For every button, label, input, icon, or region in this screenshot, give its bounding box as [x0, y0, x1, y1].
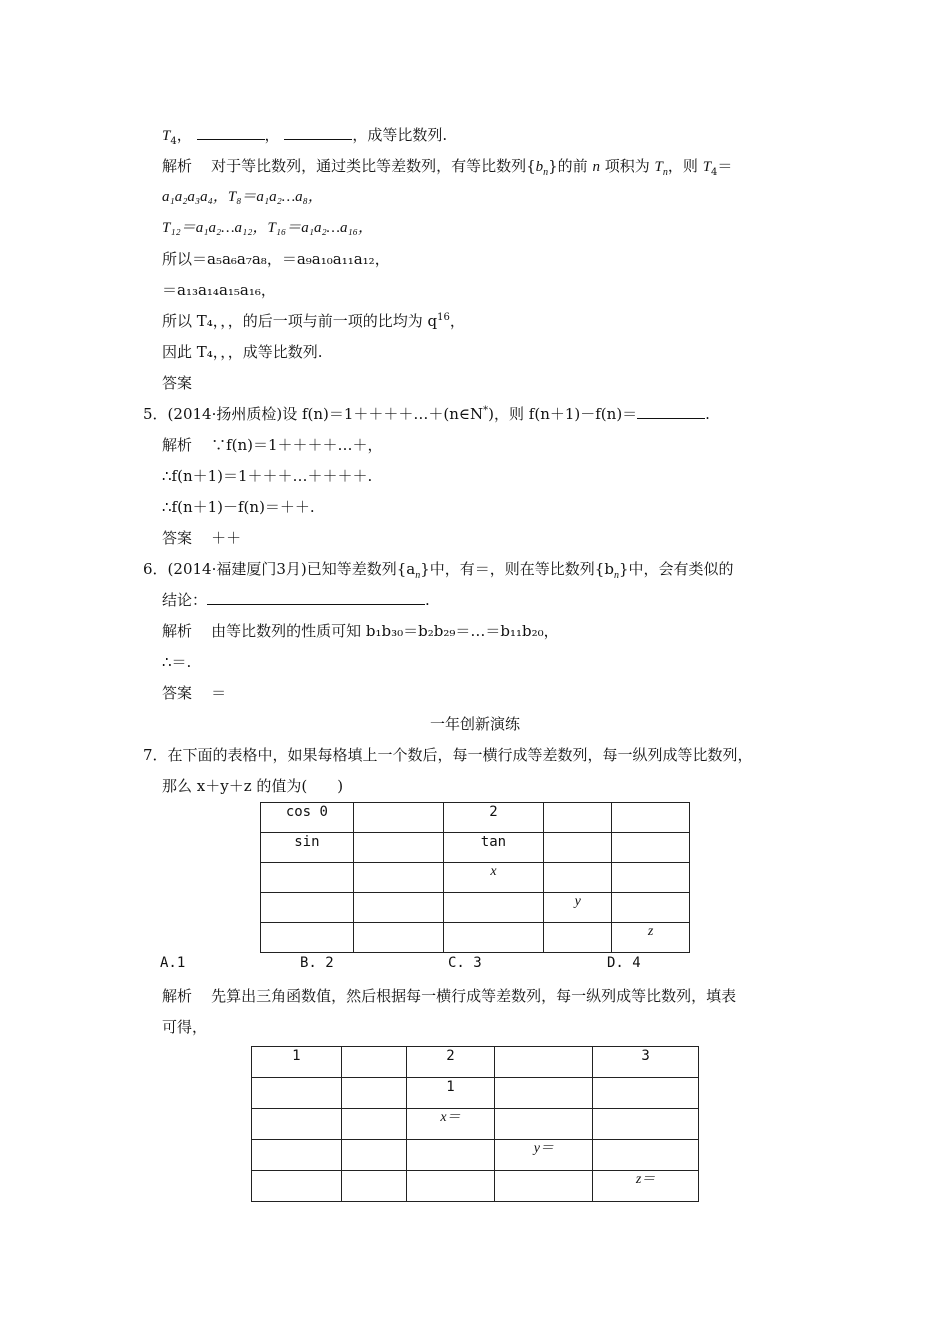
q5-line3: ∴f(n＋1)－f(n)＝＋＋.: [162, 498, 315, 516]
table-row: [261, 803, 690, 833]
q4-analysis: 解析 对于等比数列，通过类比等差数列，有等比数列$\{b_n\}$的前 n 项积为 $T_n$，则 $T_4=$: [162, 157, 733, 178]
table-cell: [261, 863, 354, 893]
q7-question-table: [260, 802, 690, 953]
table-row: [252, 1109, 699, 1140]
table-cell: 1: [252, 1047, 342, 1078]
table-cell: tan: [443, 833, 544, 863]
table-cell: [495, 1171, 593, 1202]
table-cell: x＝: [406, 1109, 495, 1140]
table-cell: [544, 863, 612, 893]
q7-analysis-line2: 可得，: [162, 1018, 208, 1036]
table-cell: [544, 803, 612, 833]
option-c[interactable]: C. 3: [448, 955, 482, 971]
q6-analysis: 解析 由等比数列的性质可知 b₁b₃₀＝b₂b₂₉＝…＝b₁₁b₂₀，: [162, 622, 559, 640]
table-cell: 3: [593, 1047, 699, 1078]
q7-options: [160, 955, 720, 975]
q7-analysis: 解析 先算出三角函数值，然后根据每一横行成等差数列，每一纵列成等比数列，填表: [162, 987, 737, 1005]
table-cell: [341, 1078, 406, 1109]
table-cell: z＝: [593, 1171, 699, 1202]
table-row: [252, 1140, 699, 1171]
answer-blank-1[interactable]: [197, 125, 265, 140]
table-cell: [353, 863, 443, 893]
section-title: 一年创新演练: [429, 715, 520, 733]
q6-line3: ∴＝.: [162, 653, 192, 671]
q4-line3: T₁₂＝a₁a₂…a₁₂，T₁₆＝a₁a₂…a₁₆，: [162, 220, 373, 236]
table-cell: [252, 1109, 342, 1140]
table-cell: sin: [261, 833, 354, 863]
table-cell: [443, 923, 544, 953]
q7-stem: 7．在下面的表格中，如果每格填上一个数后，每一横行成等差数列，每一纵列成等比数列，: [143, 746, 753, 764]
table-cell: [593, 1109, 699, 1140]
q4-blanks-line: $T_4$， ， ，成等比数列.: [162, 126, 448, 147]
table-row: [252, 1078, 699, 1109]
table-cell: [353, 833, 443, 863]
table-cell: y: [544, 893, 612, 923]
table-row: [261, 863, 690, 893]
table-cell: z: [612, 923, 690, 953]
table-cell: [252, 1140, 342, 1171]
table-cell: [406, 1171, 495, 1202]
table-cell: [406, 1140, 495, 1171]
option-a[interactable]: A.1: [160, 955, 186, 971]
option-d[interactable]: D. 4: [607, 955, 641, 971]
q5-analysis: 解析 ∵f(n)＝1＋＋＋＋…＋，: [162, 436, 383, 454]
table-cell: y＝: [495, 1140, 593, 1171]
q6-answer-blank[interactable]: [207, 590, 425, 605]
table-cell: [593, 1140, 699, 1171]
table-cell: 2: [443, 803, 544, 833]
table-cell: x: [443, 863, 544, 893]
q5-line2: ∴f(n＋1)＝1＋＋＋…＋＋＋＋.: [162, 467, 373, 485]
table-cell: [341, 1109, 406, 1140]
q7-stem-line2: 那么 x＋y＋z 的值为( ): [162, 777, 344, 795]
table-cell: 1: [406, 1078, 495, 1109]
table-cell: [341, 1047, 406, 1078]
table-cell: [544, 833, 612, 863]
table-cell: [252, 1171, 342, 1202]
table-cell: [612, 803, 690, 833]
table-cell: [495, 1047, 593, 1078]
q5-answer-blank[interactable]: [637, 404, 705, 419]
table-row: [252, 1047, 699, 1078]
q4-answer-label: 答案: [162, 374, 193, 392]
table-cell: [252, 1078, 342, 1109]
table-row: [261, 833, 690, 863]
table-cell: [495, 1078, 593, 1109]
answer-blank-2[interactable]: [284, 125, 352, 140]
q4-line7: 因此 T₄，，，成等比数列.: [162, 343, 323, 361]
table-cell: [261, 893, 354, 923]
table-cell: cos 0: [261, 803, 354, 833]
table-cell: [353, 923, 443, 953]
table-cell: [544, 923, 612, 953]
q6-answer: 答案 ＝: [162, 684, 227, 702]
table-row: [261, 893, 690, 923]
table-cell: [353, 803, 443, 833]
table-row: [252, 1171, 699, 1202]
table-cell: [261, 923, 354, 953]
q5-answer: 答案 ＋＋: [162, 529, 242, 547]
table-cell: 2: [406, 1047, 495, 1078]
q5-stem: 5．(2014·扬州质检)设 f(n)＝1＋＋＋＋…＋(n∈N*)，则 f(n＋1)－f(n)＝ .: [143, 405, 710, 423]
table-row: [261, 923, 690, 953]
q7-solution-table: [251, 1046, 699, 1202]
table-cell: [612, 863, 690, 893]
table-cell: [443, 893, 544, 923]
table-cell: [612, 833, 690, 863]
table-cell: [612, 893, 690, 923]
q4-line2: a₁a₂a₃a₄，T₈＝a₁a₂…a₈，: [162, 189, 323, 205]
table-cell: [353, 893, 443, 923]
q6-stem: 6．(2014·福建厦门3月)已知等差数列$\{a_n\}$中，有＝，则在等比数列$\{b_n\}$中，会有类似的: [143, 560, 734, 581]
option-b[interactable]: B. 2: [300, 955, 334, 971]
q6-conclusion-line: 结论： .: [162, 591, 430, 609]
q4-line5: ＝a₁₃a₁₄a₁₅a₁₆，: [162, 281, 276, 299]
table-cell: [593, 1078, 699, 1109]
q4-line6: 所以 T₄，，，的后一项与前一项的比均为 $q^{16}$，: [162, 312, 465, 330]
q4-line4: 所以＝a₅a₆a₇a₈，＝a₉a₁₀a₁₁a₁₂，: [162, 250, 390, 268]
table-cell: [341, 1171, 406, 1202]
table-cell: [495, 1109, 593, 1140]
table-cell: [341, 1140, 406, 1171]
